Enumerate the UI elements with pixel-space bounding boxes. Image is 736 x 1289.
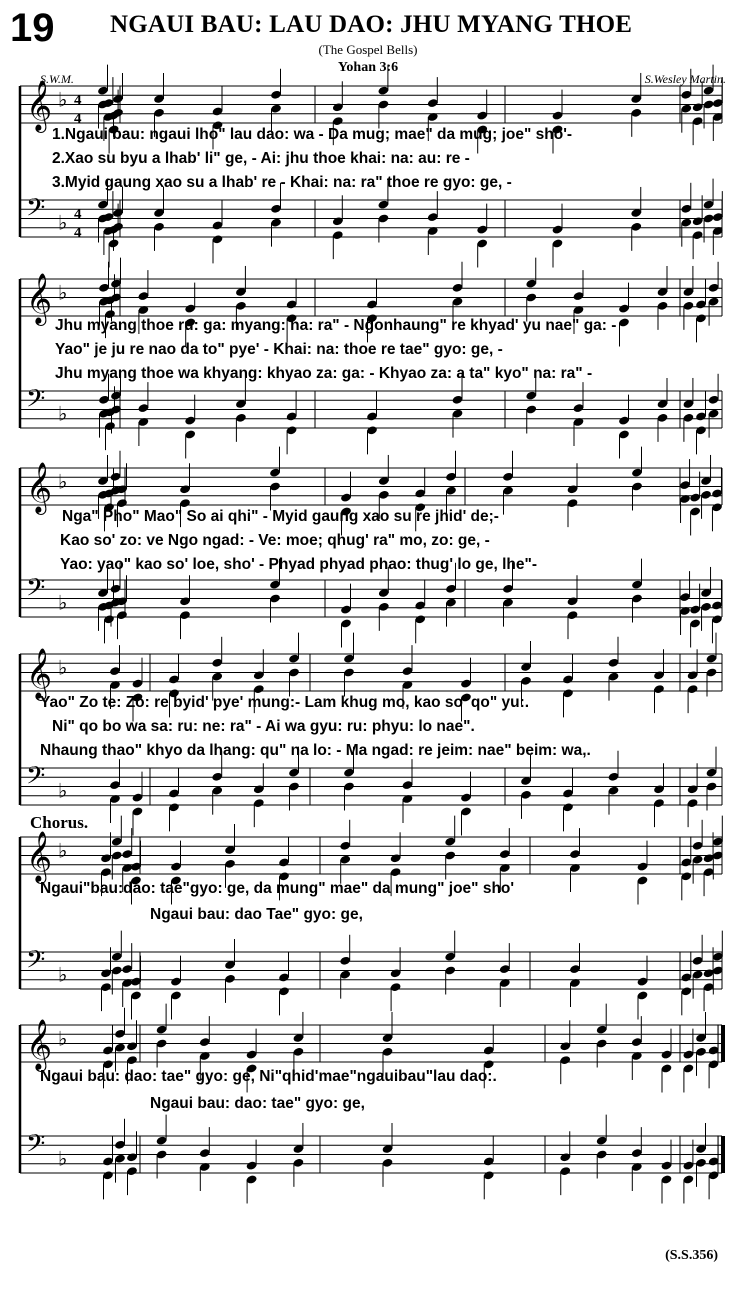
key-flat-icon: ♭ xyxy=(58,592,68,615)
clef-icon: 𝄢 xyxy=(26,946,46,980)
key-flat-icon: ♭ xyxy=(58,89,68,112)
chorus-label: Chorus. xyxy=(30,813,89,832)
lyric-line: Ngaui bau: dao: tae" gyo: ge, xyxy=(150,1095,365,1112)
key-flat-icon: ♭ xyxy=(58,403,68,426)
clef-icon: 𝄢 xyxy=(26,1130,46,1164)
clef-icon: 𝄞 xyxy=(26,1020,53,1069)
key-flat-icon: ♭ xyxy=(58,282,68,305)
lyricist-credit: S.W.M. xyxy=(40,72,74,86)
clef-icon: 𝄢 xyxy=(26,574,46,608)
lyric-line: Kao so' zo: ve Ngo ngad: - Ve: moe; qhug' ra" mo, zo: ge, - xyxy=(60,532,490,549)
lyric-line: Nga" Pho" Mao" So ai qhi" - Myid gaung xao su re jhid' de;- xyxy=(62,508,499,525)
hymn-title: NGAUI BAU: LAU DAO: JHU MYANG THOE xyxy=(110,11,633,38)
lyric-line: 2.Xao su byu a lhab' li" ge, - Ai: jhu thoe khai: na: au: re - xyxy=(52,150,470,167)
lyric-line: Yao" je ju re nao da to" pye' - Khai: na: thoe re tae" gyo: ge, - xyxy=(55,341,503,358)
clef-icon: 𝄞 xyxy=(26,463,53,512)
lyric-line: Yao: yao" kao so' loe, sho' - Phyad phyad phao: thug' lo ge, lhe"- xyxy=(60,556,538,573)
lyric-line: 3.Myid gaung xao su a lhab' re - Khai: na: ra" thoe re gyo: ge, - xyxy=(52,174,512,191)
key-flat-icon: ♭ xyxy=(58,212,68,235)
lyric-line: Nhaung thao" khyo da lhang: qu" na lo: - Ma ngad: re jeim: nae" beim: wa,. xyxy=(40,742,591,759)
lyric-line: 1.Ngaui bau: ngaui lho" lau dao: wa - Da mug; mae" da mug; joe" sho'- xyxy=(52,126,573,143)
clef-icon: 𝄞 xyxy=(26,274,53,323)
lyric-line: Ni" qo bo wa sa: ru: ne: ra" - Ai wa gyu: ru: phyu: lo nae". xyxy=(52,718,475,735)
key-flat-icon: ♭ xyxy=(58,1028,68,1051)
clef-icon: 𝄞 xyxy=(26,832,53,881)
lyric-line: Jhu myang thoe ru: ga: myang: na: ra" - Ngonhaung" re khyad' yu nae" ga: - xyxy=(55,317,617,334)
time-signature: 4 xyxy=(74,206,82,223)
composer-credit: S.Wesley Martin. xyxy=(644,72,726,86)
clef-icon: 𝄞 xyxy=(26,81,53,130)
key-flat-icon: ♭ xyxy=(58,780,68,803)
key-flat-icon: ♭ xyxy=(58,657,68,680)
hymn-number: 19 xyxy=(10,6,55,50)
key-flat-icon: ♭ xyxy=(58,471,68,494)
lyric-line: Ngaui bau: dao Tae" gyo: ge, xyxy=(150,906,363,923)
key-flat-icon: ♭ xyxy=(58,1148,68,1171)
time-signature: 4 xyxy=(74,92,82,109)
lyric-line: Ngaui bau: dao: tae" gyo: ge, Ni"qhid'mae"ngauibau"lau dao:. xyxy=(40,1068,497,1085)
key-flat-icon: ♭ xyxy=(58,964,68,987)
songbook-reference: (S.S.356) xyxy=(665,1248,718,1263)
key-flat-icon: ♭ xyxy=(58,840,68,863)
clef-icon: 𝄞 xyxy=(26,649,53,698)
lyric-line: Jhu myang thoe wa khyang: khyao za: ga: - Khyao za: a ta" kyo" na: ra" - xyxy=(55,365,593,382)
hymn-subtitle: (The Gospel Bells) xyxy=(318,42,418,57)
clef-icon: 𝄢 xyxy=(26,194,46,228)
time-signature: 4 xyxy=(74,225,82,241)
scripture-reference: Yohan 3:6 xyxy=(337,60,399,75)
lyric-line: Ngaui"bau:dao: tae"gyo: ge, da mung" mae" da mung" joe" sho' xyxy=(40,880,515,897)
clef-icon: 𝄢 xyxy=(26,385,46,419)
time-signature: 4 xyxy=(74,111,82,127)
clef-icon: 𝄢 xyxy=(26,762,46,796)
lyric-line: Yao" Zo te: Zo: re byid' pye' mung:- Lam khug mo, kao so' qo" yu:. xyxy=(40,694,530,711)
